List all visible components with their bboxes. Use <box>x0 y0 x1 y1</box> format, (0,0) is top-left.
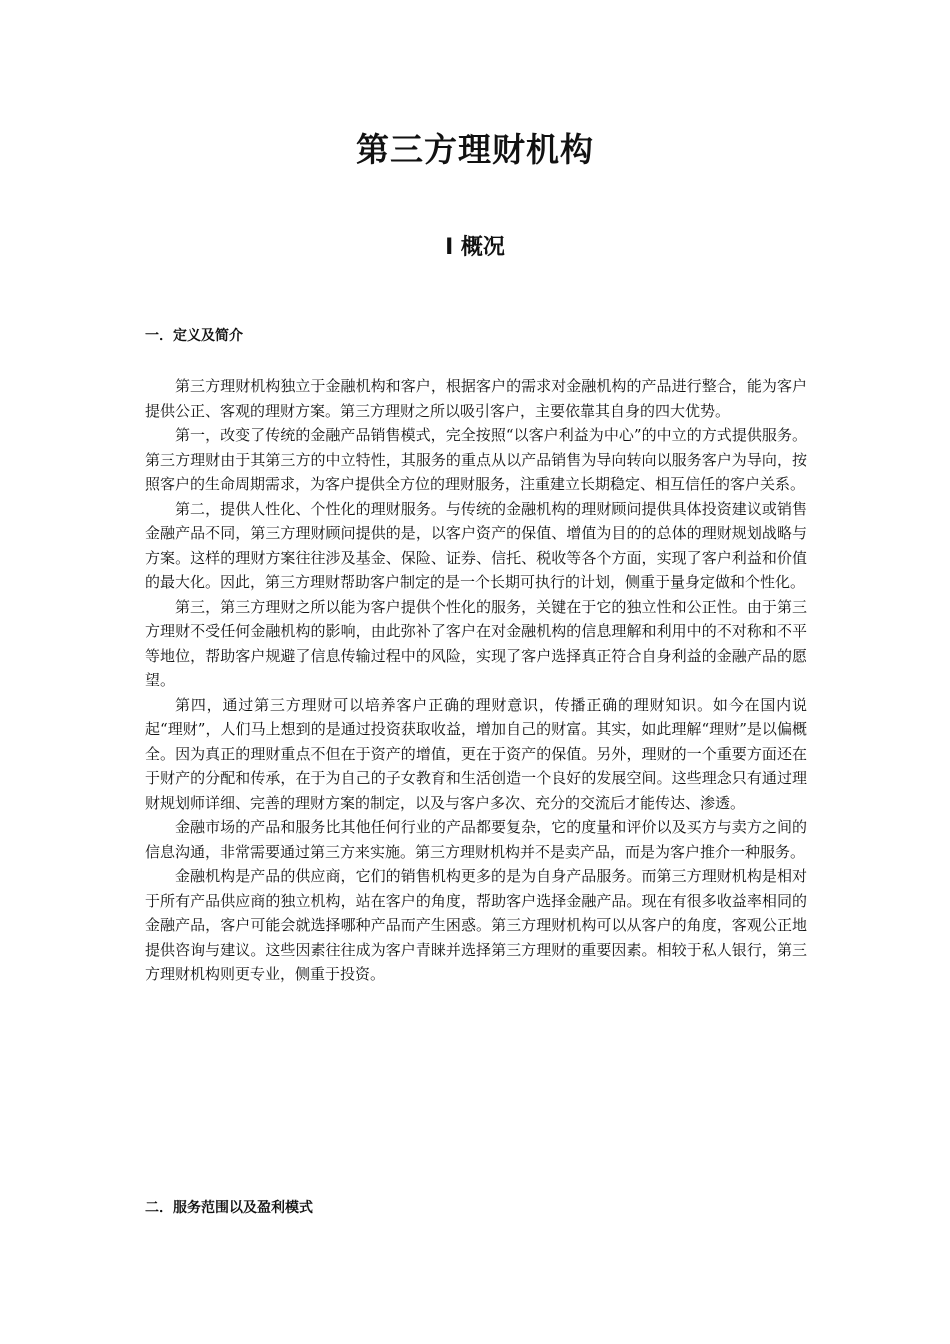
section-heading-services: 二．服务范围以及盈利模式 <box>145 1200 313 1216</box>
section-heading-definition: 一．定义及简介 <box>145 328 243 344</box>
section-body-definition <box>145 374 807 987</box>
part-title: Ⅰ 概况 <box>445 235 505 260</box>
paragraph: 金融市场的产品和服务比其他任何行业的产品都要复杂，它的度量和评价以及买方与卖方之间的信息沟通，非常需要通过第三方来实施。第三方理财机构并不是卖产品，而是为客户推介一种服务。 <box>145 818 807 861</box>
document-title: 第三方理财机构 <box>356 130 594 169</box>
paragraph: 第三方理财机构独立于金融机构和客户，根据客户的需求对金融机构的产品进行整合，能为客户提供公正、客观的理财方案。第三方理财之所以吸引客户，主要依靠其自身的四大优势。 <box>145 377 807 420</box>
paragraph: 第一，改变了传统的金融产品销售模式，完全按照“以客户利益为中心”的中立的方式提供服务。第三方理财由于其第三方的中立特性，其服务的重点从以产品销售为导向转向以服务客户为导向，按照客户的生命周期需求，为客户提供全方位的理财服务，注重建立长期稳定、相互信任的客户关系。 <box>145 426 807 493</box>
paragraph: 第四，通过第三方理财可以培养客户正确的理财意识，传播正确的理财知识。如今在国内说起“理财”，人们马上想到的是通过投资获取收益，增加自己的财富。其实，如此理解“理财”是以偏概全。因为真正的理财重点不但在于资产的增值，更在于资产的保值。另外，理财的一个重要方面还在于财产的分配和传承，在于为自己的子女教育和生活创造一个良好的发展空间。这些理念只有通过理财规划师详细、完善的理财方案的制定，以及与客户多次、充分的交流后才能传达、渗透。 <box>145 695 807 812</box>
paragraph: 金融机构是产品的供应商，它们的销售机构更多的是为自身产品服务。而第三方理财机构是相对于所有产品供应商的独立机构，站在客户的角度，帮助客户选择金融产品。现在有很多收益率相同的金融产品，客户可能会就选择哪种产品而产生困惑。第三方理财机构可以从客户的角度，客观公正地提供咨询与建议。这些因素往往成为客户青睐并选择第三方理财的重要因素。相较于私人银行，第三方理财机构则更专业，侧重于投资。 <box>145 867 807 983</box>
paragraph: 第二，提供人性化、个性化的理财服务。与传统的金融机构的理财顾问提供具体投资建议或销售金融产品不同，第三方理财顾问提供的是，以客户资产的保值、增值为目的的总体的理财规划战略与方案。这样的理财方案往往涉及基金、保险、证券、信托、税收等各个方面，实现了客户利益和价值的最大化。因此，第三方理财帮助客户制定的是一个长期可执行的计划，侧重于量身定做和个性化。 <box>145 499 807 591</box>
paragraph: 第三，第三方理财之所以能为客户提供个性化的服务，关键在于它的独立性和公正性。由于第三方理财不受任何金融机构的影响，由此弥补了客户在对金融机构的信息理解和利用中的不对称和不平等地位，帮助客户规避了信息传输过程中的风险，实现了客户选择真正符合自身利益的金融产品的愿望。 <box>145 597 807 689</box>
